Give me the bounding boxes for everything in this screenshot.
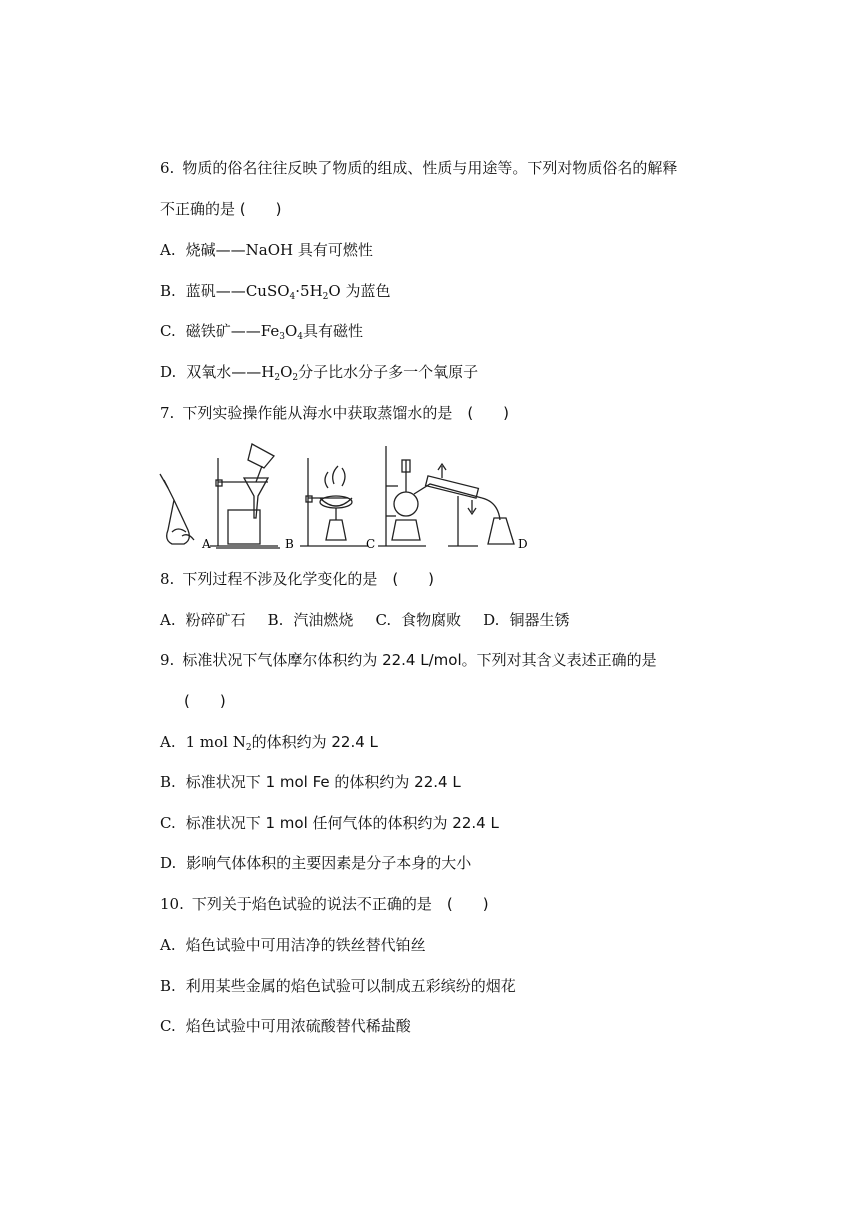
option-name: 蓝矾—— [185, 282, 246, 300]
option-text: 标准状况下 1 mol Fe 的体积约为 22.4 L [185, 773, 461, 791]
option-label: A. [160, 733, 176, 751]
apparatus-a-separatory-funnel [160, 474, 194, 544]
q6-stem-line2: 不正确的是 ( ) [160, 200, 282, 218]
option-label: B. [160, 773, 176, 791]
option-desc: 为蓝色 [345, 282, 391, 300]
q6-number: 6. [160, 159, 175, 177]
q10-stem-text: 下列关于焰色试验的说法不正确的是 ( ) [191, 895, 489, 913]
formula-subscript: 2 [292, 373, 299, 383]
q10-option-a [160, 935, 426, 955]
formula-subscript: 4 [289, 292, 296, 302]
q7-number: 7. [160, 404, 175, 422]
option-text: 焰色试验中可用洁净的铁丝替代铂丝 [185, 936, 426, 954]
figure-label-c: C [366, 537, 376, 551]
option-label: A. [160, 936, 176, 954]
option-label: C. [160, 322, 176, 340]
q10-option-b [160, 976, 516, 996]
q6-option-b [160, 281, 391, 307]
q7-stem [160, 403, 509, 423]
q6-stem-text: 物质的俗名往往反映了物质的组成、性质与用途等。下列对物质俗名的解释 [182, 159, 678, 177]
figure-label-d: D [518, 537, 528, 551]
formula-part: CuSO [245, 282, 290, 300]
q8-option-a [160, 611, 246, 629]
formula-part: O [284, 322, 298, 340]
apparatus-b-filtration [210, 444, 280, 548]
apparatus-c-evaporation [300, 458, 368, 546]
option-text: 影响气体体积的主要因素是分子本身的大小 [186, 854, 472, 872]
formula-part: H [261, 363, 275, 381]
option-name: 烧碱—— [185, 241, 246, 259]
formula-part: ·5H [295, 282, 323, 300]
formula-subscript: 2 [322, 292, 329, 302]
option-label: D. [160, 363, 177, 381]
q8-number: 8. [160, 570, 175, 588]
apparatus-illustration [158, 440, 548, 556]
q7-apparatus-figure [158, 440, 548, 556]
option-formula: NaOH [245, 241, 294, 259]
option-text: 铜器生锈 [509, 611, 570, 629]
option-name: 双氧水—— [186, 363, 262, 381]
apparatus-d-distillation [378, 446, 514, 546]
q9-option-c [160, 813, 499, 833]
q6-option-a [160, 240, 373, 260]
option-text: 的体积约为 22.4 L [251, 733, 378, 751]
option-label: D. [483, 611, 500, 629]
formula-part: O [328, 282, 341, 300]
q7-stem-text: 下列实验操作能从海水中获取蒸馏水的是 ( ) [182, 404, 510, 422]
option-label: C. [375, 611, 392, 629]
option-name: 磁铁矿—— [185, 322, 261, 340]
q10-number: 10. [160, 895, 184, 913]
option-label: A. [160, 241, 176, 259]
option-text: 粉碎矿石 [185, 611, 246, 629]
formula-subscript: 2 [274, 373, 281, 383]
q8-stem-text: 下列过程不涉及化学变化的是 ( ) [182, 570, 435, 588]
option-label: B. [267, 611, 284, 629]
q6-option-d [160, 362, 478, 388]
q6-stem-line1 [160, 158, 677, 178]
q8-options [160, 610, 569, 630]
formula-subscript: 4 [297, 332, 303, 342]
q9-option-d [160, 853, 471, 873]
q9-stem-line1 [160, 650, 657, 670]
option-text: 焰色试验中可用浓硫酸替代稀盐酸 [185, 1017, 411, 1035]
q10-stem [160, 894, 489, 914]
q9-stem-line2: ( ) [184, 692, 226, 710]
option-label: A. [160, 611, 176, 629]
option-text: 利用某些金属的焰色试验可以制成五彩缤纷的烟花 [185, 977, 516, 995]
q9-option-a [160, 732, 378, 758]
formula-part: O [280, 363, 293, 381]
q8-option-b [268, 611, 354, 629]
q8-stem [160, 569, 434, 589]
q8-option-d [483, 611, 569, 629]
option-label: C. [160, 1017, 176, 1035]
option-text: 汽油燃烧 [293, 611, 354, 629]
option-label: B. [160, 282, 176, 300]
figure-label-a: A [202, 537, 211, 551]
q8-option-c [375, 611, 461, 629]
option-text: 1 mol N [185, 733, 246, 751]
q6-option-c [160, 321, 363, 347]
figure-label-b: B [285, 537, 294, 551]
formula-part: Fe [260, 322, 280, 340]
option-label: C. [160, 814, 176, 832]
option-desc: 具有可燃性 [297, 241, 373, 259]
q10-option-c [160, 1016, 411, 1036]
option-text: 标准状况下 1 mol 任何气体的体积约为 22.4 L [185, 814, 499, 832]
formula-subscript: 2 [245, 743, 252, 753]
q9-option-b [160, 772, 461, 792]
q9-number: 9. [160, 651, 175, 669]
option-label: D. [160, 854, 177, 872]
option-label: B. [160, 977, 176, 995]
q9-stem-text: 标准状况下气体摩尔体积约为 22.4 L/mol。下列对其含义表述正确的是 [182, 651, 657, 669]
option-desc: 分子比水分子多一个氧原子 [298, 363, 479, 381]
option-text: 食物腐败 [401, 611, 462, 629]
option-desc: 具有磁性 [302, 322, 363, 340]
formula-subscript: 3 [279, 332, 285, 342]
